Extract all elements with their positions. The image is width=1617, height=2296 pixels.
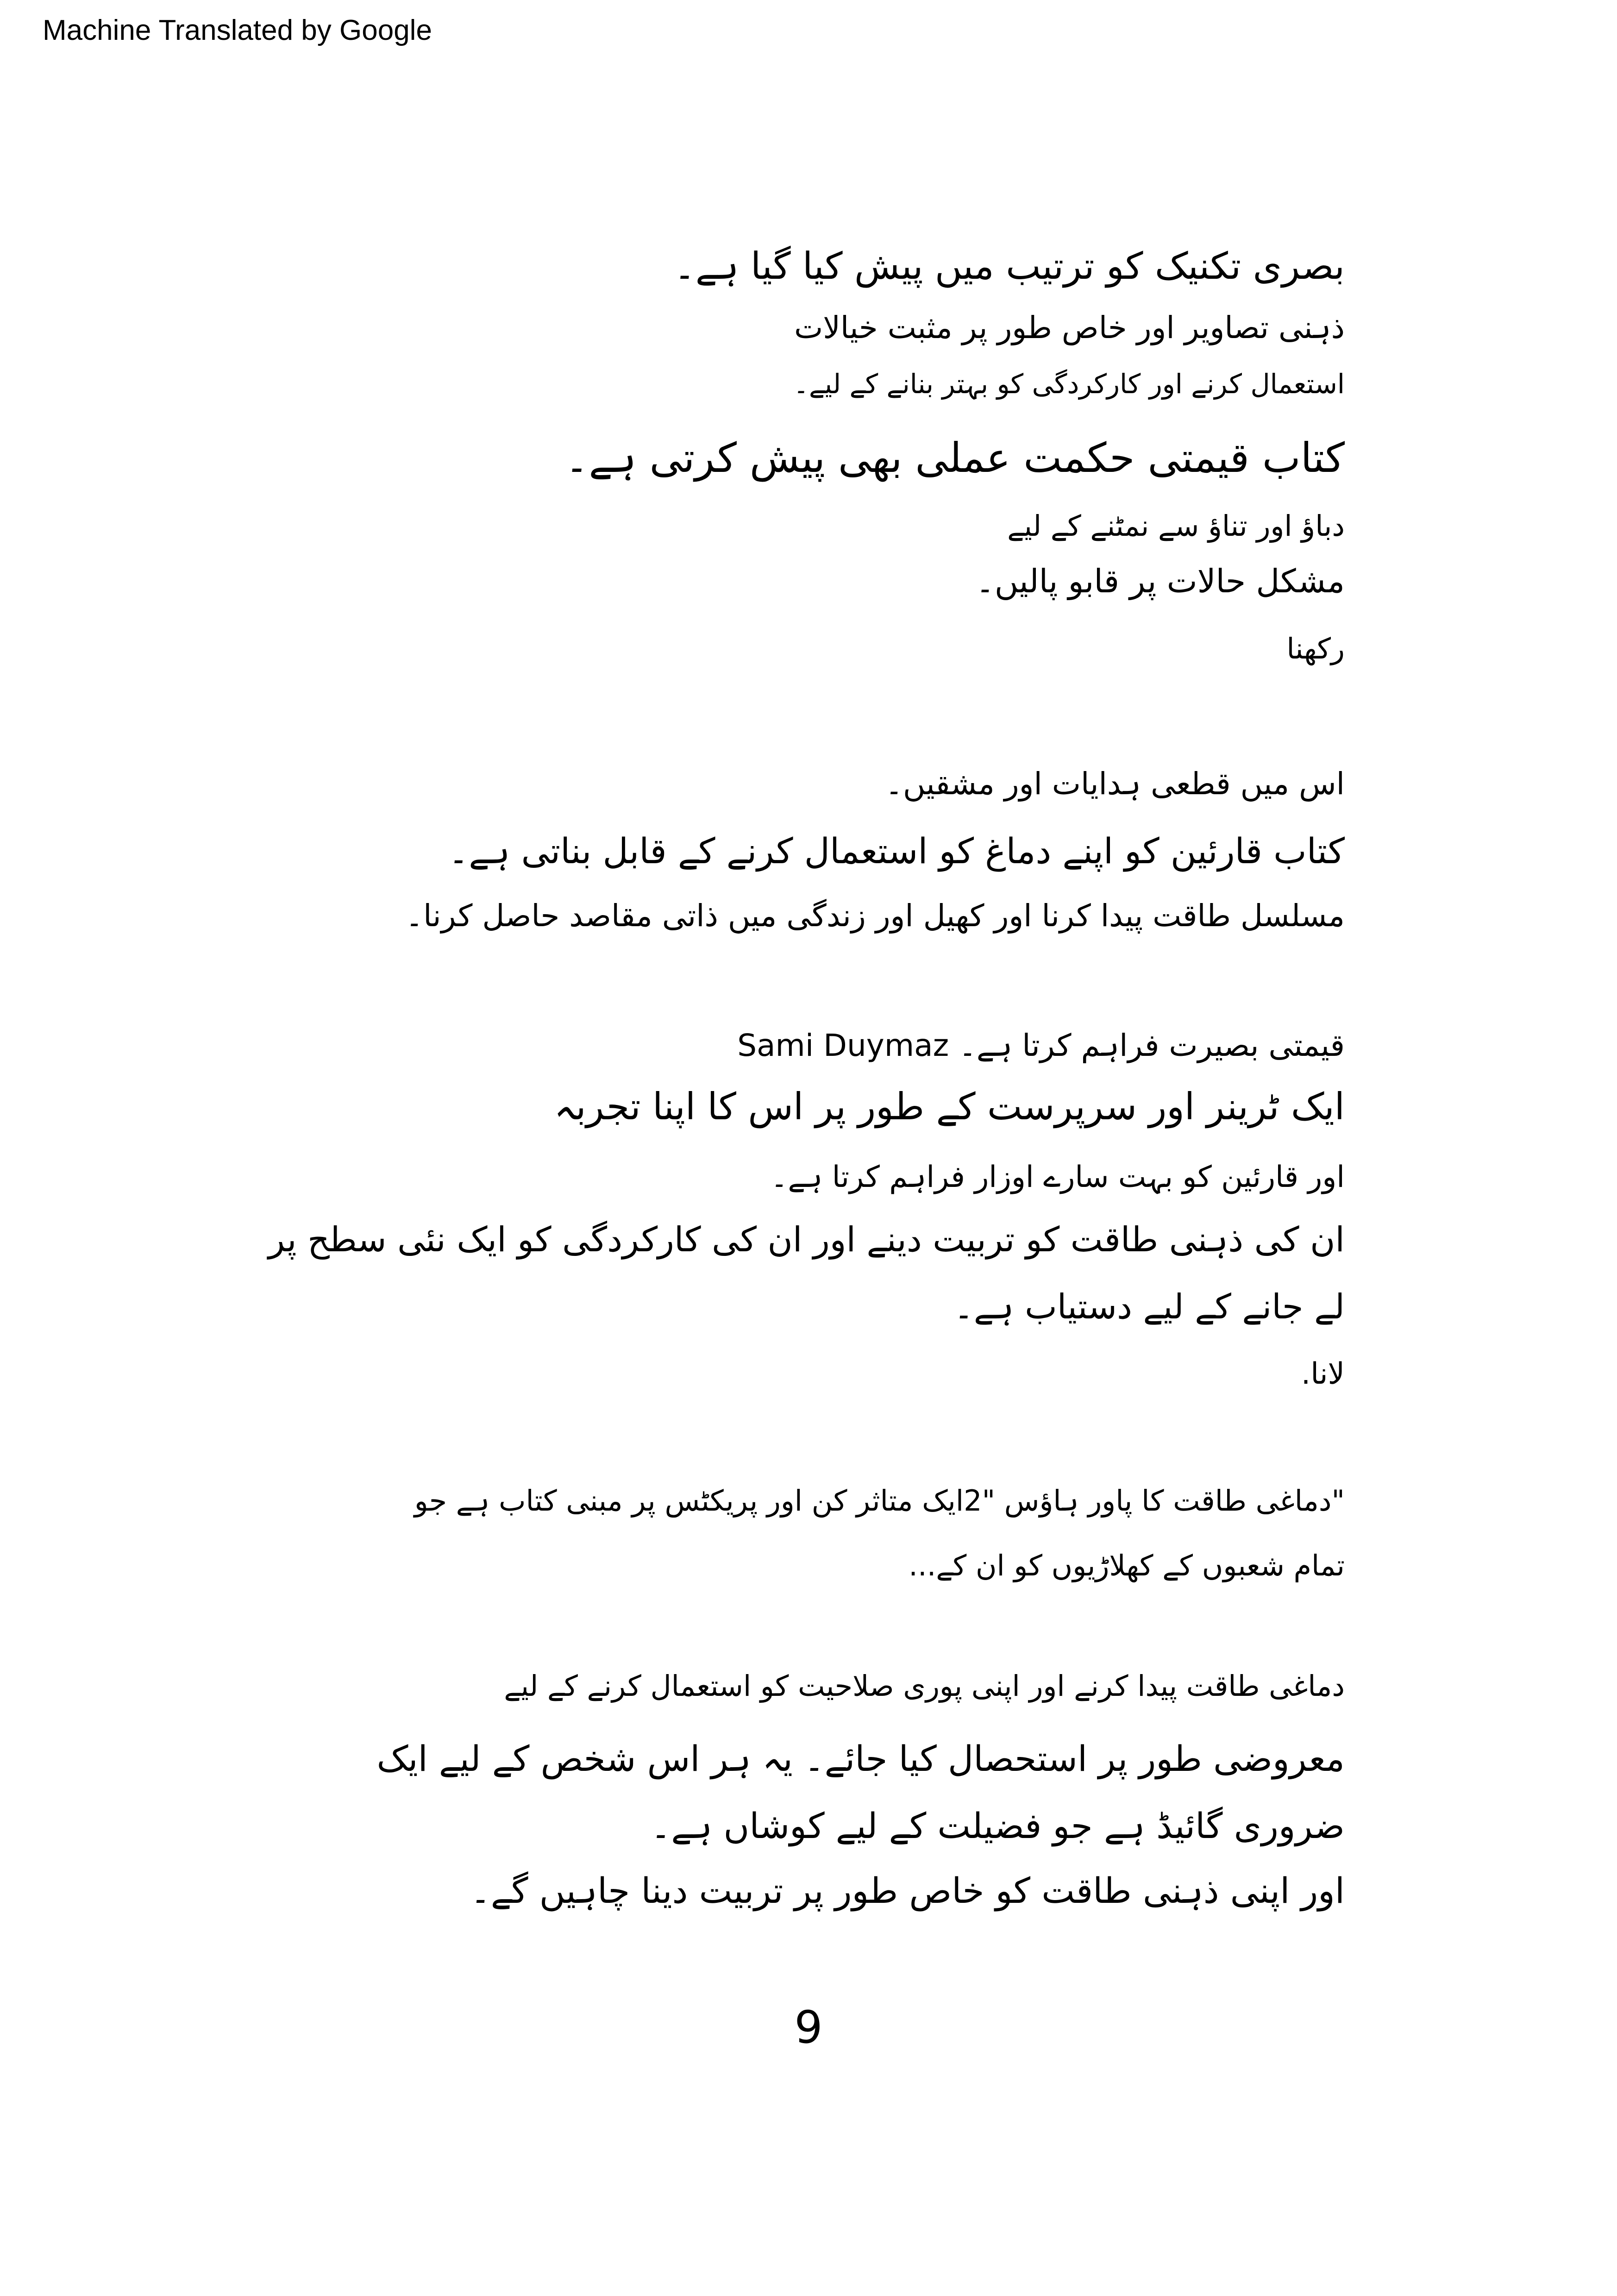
text-line: مشکل حالات پر قابو پالیں۔ [975,562,1345,600]
page-number: 9 [794,2001,823,2053]
text-line: بصری تکنیک کو ترتیب میں پیش کیا گیا ہے۔ [673,245,1345,288]
text-line: معروضی طور پر استحصال کیا جائے۔ یہ ہر اس شخص کے لیے ایک [376,1738,1345,1779]
text-line: دباؤ اور تناؤ سے نمٹنے کے لیے [1007,509,1345,543]
text-line: مسلسل طاقت پیدا کرنا اور کھیل اور زندگی میں ذاتی مقاصد حاصل کرنا۔ [405,898,1345,934]
text-line: اس میں قطعی ہدایات اور مشقیں۔ [885,766,1345,802]
text-line: اور اپنی ذہنی طاقت کو خاص طور پر تربیت دینا چاہیں گے۔ [470,1870,1345,1911]
text-line: ضروری گائیڈ ہے جو فضیلت کے لیے کوشاں ہے۔ [650,1805,1345,1846]
text-line: کتاب قیمتی حکمت عملی بھی پیش کرتی ہے۔ [564,434,1345,482]
text-line: اور قارئین کو بہت سارے اوزار فراہم کرتا ہے۔ [770,1160,1345,1194]
text-line: ان کی ذہنی طاقت کو تربیت دینے اور ان کی کارکردگی کو ایک نئی سطح پر [268,1220,1345,1260]
text-line: ایک ٹرینر اور سرپرست کے طور پر اس کا اپنا تجربہ [554,1085,1345,1128]
text-line: استعمال کرنے اور کارکردگی کو بہتر بنانے کے لیے۔ [793,368,1345,400]
text-line: Sami Duymaz قیمتی بصیرت فراہم کرتا ہے۔ [737,1028,1345,1063]
text-line: ذہنی تصاویر اور خاص طور پر مثبت خیالات [794,310,1345,345]
text-line: تمام شعبوں کے کھلاڑیوں کو ان کے... [909,1549,1345,1582]
text-line: لانا. [1301,1357,1345,1391]
text-line: "دماغی طاقت کا پاور ہاؤس "2ایک متاثر کن اور پریکٹس پر مبنی کتاب ہے جو [414,1484,1345,1518]
text-line: لے جانے کے لیے دستیاب ہے۔ [953,1287,1345,1327]
text-line: کتاب قارئین کو اپنے دماغ کو استعمال کرنے کے قابل بناتی ہے۔ [448,830,1345,872]
text-line: دماغی طاقت پیدا کرنے اور اپنی پوری صلاحیت کو استعمال کرنے کے لیے [504,1669,1345,1703]
machine-translated-label: Machine Translated by Google [43,14,432,46]
text-line: رکھنا [1286,632,1345,665]
